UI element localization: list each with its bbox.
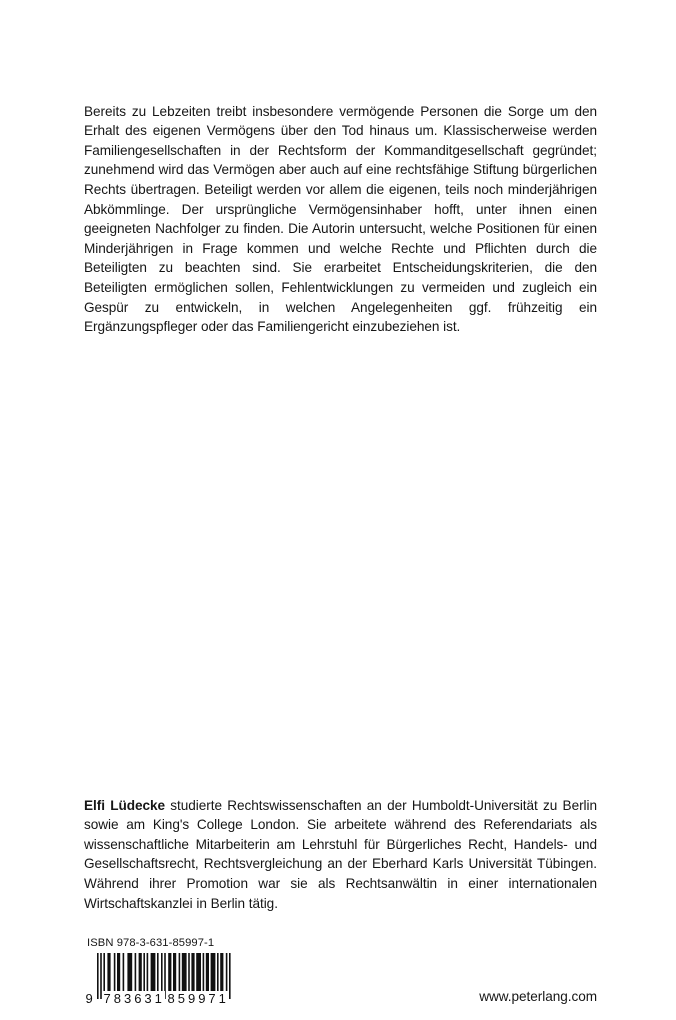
publisher-website[interactable]: www.peterlang.com bbox=[479, 989, 597, 1004]
cover-footer bbox=[0, 936, 676, 1020]
barcode-left-group: 783631 bbox=[103, 991, 165, 1006]
barcode-lead-digit: 9 bbox=[85, 991, 93, 1006]
author-bio-paragraph bbox=[84, 796, 597, 914]
barcode-digits bbox=[84, 991, 244, 1006]
book-blurb-paragraph: Bereits zu Lebzeiten treibt insbesondere vermögende Personen die Sorge um den Erhalt des eigenen Vermögens über den Tod hinaus um. Klassischerweise werden Familiengesellschaften in der Rechtsform der Kommanditgesellschaft gegründet; zunehmend wird das Vermögen aber auch auf eine rechtsfähige Stiftung bürgerlichen Rechts übertragen. Beteiligt werden vor allem die eigenen, teils noch minderjährigen Abkömmlinge. Der ursprüngliche Vermögensinhaber hofft, unter ihnen einen geeigneten Nachfolger zu finden. Die Autorin untersucht, welche Positionen für einen Minderjährigen in Frage kommen und welche Rechte und Pflichten durch die Beteiligten zu beachten sind. Sie erarbeitet Entscheidungskriterien, die den Beteiligten ermöglichen sollen, Fehlentwicklungen zu vermeiden und zugleich ein Gespür zu entwickeln, in welchen Angelegenheiten ggf. frühzeitig ein Ergänzungspfleger oder das Familiengericht einzubeziehen ist. bbox=[84, 103, 597, 335]
author-name: Elfi Lüdecke bbox=[84, 797, 166, 813]
ean13-barcode bbox=[84, 953, 244, 1005]
isbn-label: ISBN 978-3-631-85997-1 bbox=[87, 937, 215, 949]
isbn-block bbox=[84, 936, 250, 1005]
barcode-right-group: 859971 bbox=[167, 991, 229, 1006]
author-bio-text: studierte Rechtswissenschaften an der Humboldt-Universität zu Berlin sowie am King's College London. Sie arbeitete während des Referendariats als wissenschaftliche Mitarbeiterin am Lehrstuhl für Bürgerliches Recht, Handels- und Gesellschaftsrecht, Rechtsvergleichung an der Eberhard Karls Universität Tübingen. Während ihrer Promotion war sie als Rechtsanwältin in einer internationalen Wirtschaftskanzlei in Berlin tätig. bbox=[84, 797, 598, 911]
